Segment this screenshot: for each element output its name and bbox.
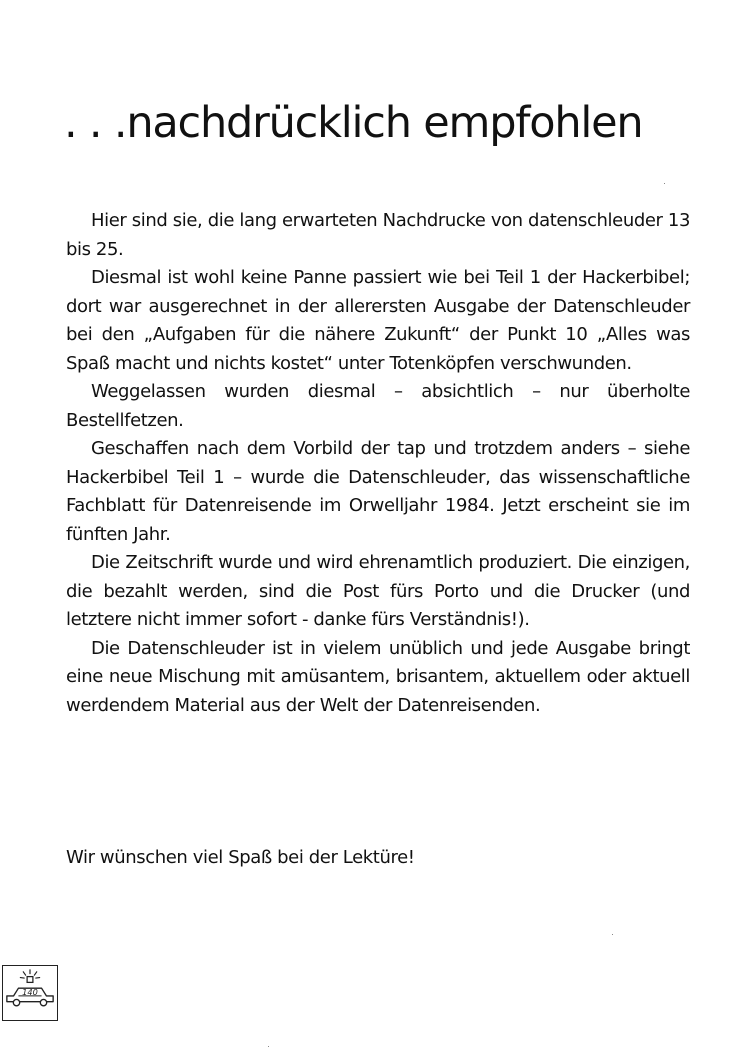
scan-speck [664, 183, 665, 184]
page-title: . . .nachdrücklich empfohlen [64, 98, 643, 148]
paragraph-4: Geschaffen nach dem Vorbild der tap und trotzdem anders – siehe Hackerbibel Teil 1 – wurde die Datenschleuder, das wissenschaftliche Fachblatt für Datenreisende im Orwelljahr 1984. Jetzt erscheint sie im fünften Jahr. [66, 438, 690, 545]
paragraph-1: Hier sind sie, die lang erwarteten Nachdrucke von datenschleuder 13 bis 25. [66, 210, 690, 260]
closing-line: Wir wünschen viel Spaß bei der Lektüre! [66, 847, 415, 868]
scan-speck [612, 934, 613, 935]
police-car-icon [3, 966, 57, 1020]
article-body [66, 207, 690, 720]
paragraph-6: Die Datenschleuder ist in vielem unüblich und jede Ausgabe bringt eine neue Mischung mit amüsantem, brisantem, aktuellem oder aktuell werdendem Material aus der Welt der Datenreisenden. [66, 637, 690, 716]
scan-speck [268, 1046, 269, 1047]
paragraph-5: Die Zeitschrift wurde und wird ehrenamtlich produziert. Die einzigen, die bezahlt werden, sind die Post fürs Porto und die Drucker (und letztere nicht immer sofort - danke fürs Verständnis!). [66, 552, 690, 630]
police-car-logo [2, 965, 58, 1021]
paragraph-3: Weggelassen wurden diesmal – absichtlich – nur überholte Bestellfetzen. [66, 381, 690, 431]
logo-number: 140 [22, 986, 38, 997]
paragraph-2: Diesmal ist wohl keine Panne passiert wie bei Teil 1 der Hackerbibel; dort war ausgerechnet in der allerersten Ausgabe der Datenschleuder bei den „Aufgaben für die nähere Zukunft“ der Punkt 10 „Alles was Spaß macht und nichts kostet“ unter Totenköpfen verschwunden. [66, 267, 690, 374]
